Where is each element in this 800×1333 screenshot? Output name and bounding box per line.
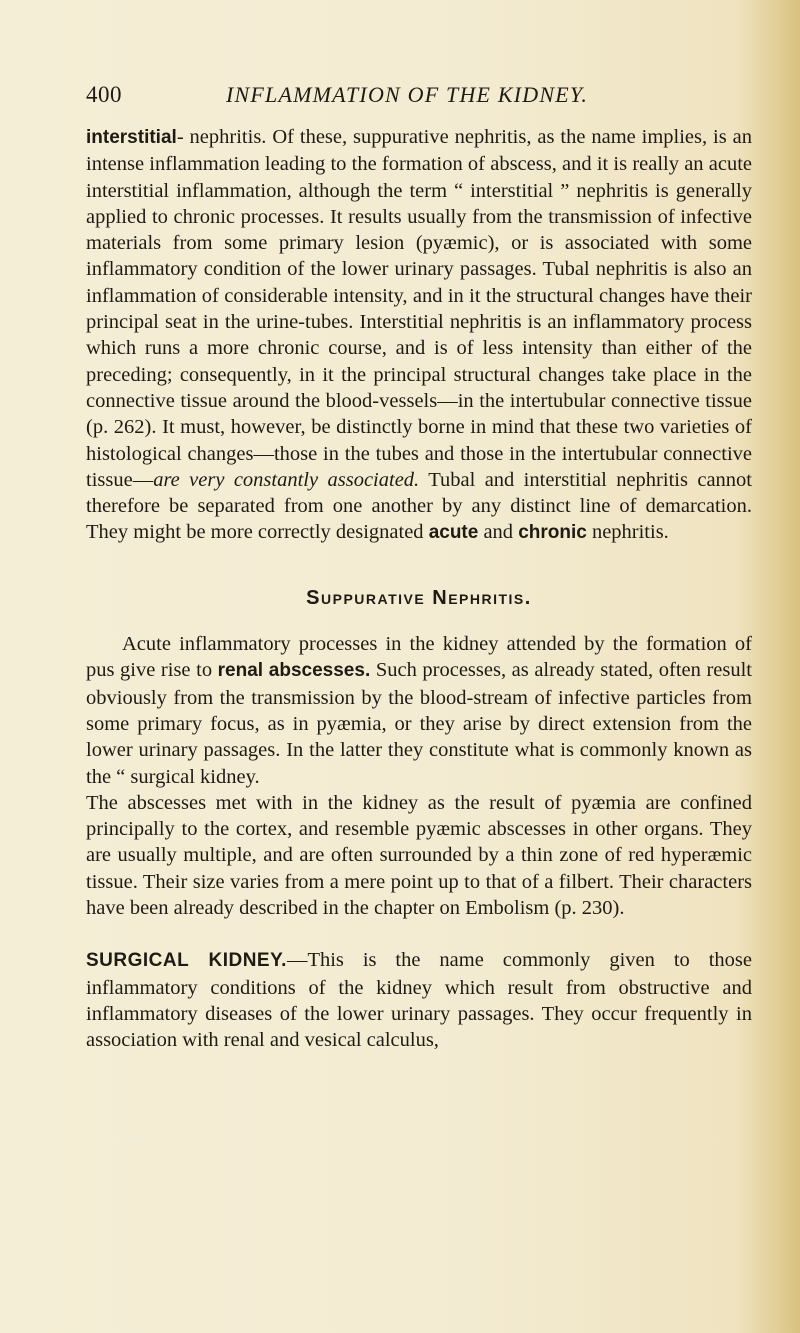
bold-renal-abscesses: renal abscesses. — [217, 660, 371, 682]
italic-phrase: are very constantly associated. — [153, 468, 420, 491]
paragraph-1-text: - nephritis. Of these, suppurative nephritis, as the name implies, is an intense inflammation leading to the formation of abscess, and it is really an acute interstitial inflammation, although the term “ interstitial ” nephritis is generally applied to chronic processes. It results usually from the transmission of infective materials from some primary lesion (pyæmic), or is associated with some inflammatory condition of the lower urinary passages. Tubal nephritis is also an inflammation of considerable intensity, and in it the structural changes have their principal seat in the urine-tubes. Interstitial nephritis is an inflammatory process which runs a more chronic course, and is of less intensity than either of the preceding; consequently, in it the principal structural changes take place in the connective tissue around the blood-vessels—in the intertubular connective tissue (p. 262). It must, however, be distinctly borne in mind that these two varieties of histological changes—those in the tubes and those in the intertubular connective tissue— — [86, 126, 752, 491]
paragraph-2 — [86, 631, 752, 790]
paragraph-3: The abscesses met with in the kidney as the result of pyæmia are confined principally to the cortex, and resemble pyæmic abscesses in other organs. They are usually multiple, and are often surrounded by a thin zone of red hyperæmic tissue. Their size varies from a mere point up to that of a filbert. Their characters have been already described in the chapter on Embolism (p. 230). — [86, 791, 752, 920]
paragraph-2-text: Acute inflammatory processes in the kidney attended by the formation of pus give rise to — [86, 633, 752, 682]
body-text — [86, 124, 752, 1054]
surgical-kidney-term: SURGICAL KIDNEY. — [86, 950, 287, 972]
paragraph-1 — [86, 124, 752, 547]
paragraph-4 — [86, 947, 752, 1053]
paragraph-2-text-2: Such processes, as already stated, often result obviously from the transmission by the blood-stream of infective particles from some primary focus, as in pyæmia, or they arise by direct extension from the lower urinary passages. In the latter they constitute what is commonly known as the “ surgical kidney. — [86, 659, 752, 788]
page-number: 400 — [86, 82, 122, 107]
section-heading: Suppurative Nephritis. — [306, 586, 532, 609]
paragraph-4-text: —This is the name commonly given to those inflammatory conditions of the kidney which result from obstructive and inflammatory diseases of the lower urinary passages. They occur frequently in association with renal and vesical calculus, — [86, 949, 752, 1052]
running-title: INFLAMMATION OF THE KIDNEY. — [226, 82, 589, 107]
paragraph-gap — [86, 921, 752, 947]
page-header — [86, 82, 752, 112]
bold-chronic: chronic — [518, 522, 587, 544]
paragraph-1-text-3: and — [478, 521, 519, 544]
paragraph-1-text-2: Tubal and interstitial nephritis cannot therefore be separated from one another by any distinct line of demarcation. They might be more correctly designated — [86, 468, 752, 544]
bold-acute: acute — [428, 522, 479, 544]
paragraph-1-text-4: nephritis. — [586, 521, 669, 544]
lead-term: interstitial — [86, 127, 177, 148]
